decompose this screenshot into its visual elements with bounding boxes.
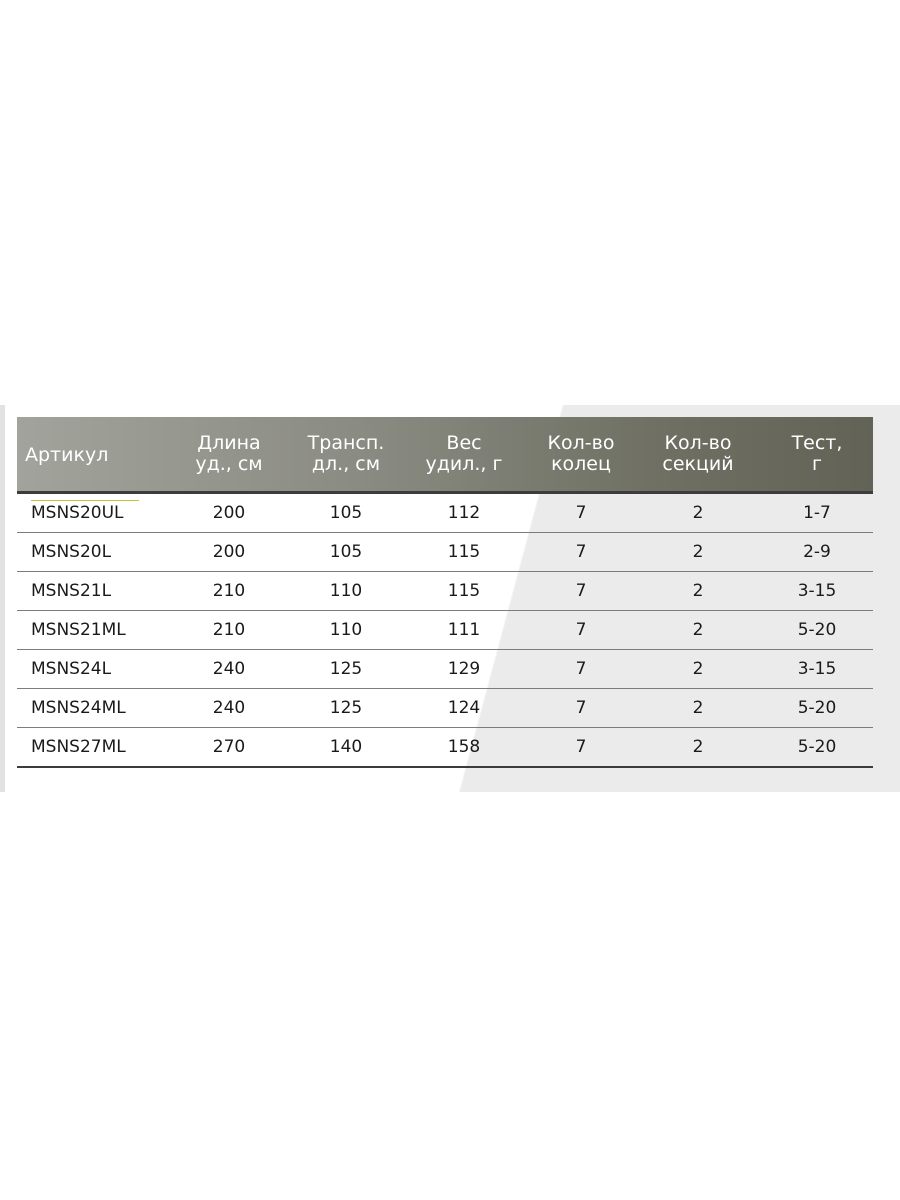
cell-casting-test: 1-7	[761, 493, 873, 533]
header-section-count-line1: Кол-во	[664, 432, 732, 454]
header-rod-weight-line2: удил., г	[425, 453, 503, 475]
spec-table	[17, 417, 873, 768]
header-casting-test-line2: г	[812, 453, 822, 475]
cell-rod-length: 240	[167, 650, 291, 689]
cell-rod-length: 210	[167, 611, 291, 650]
cell-section-count: 2	[635, 728, 761, 768]
table-row	[17, 650, 873, 689]
spec-panel	[0, 405, 900, 792]
cell-ring-count: 7	[527, 611, 635, 650]
header-rod-weight-line1: Вес	[446, 432, 482, 454]
header-ring-count	[527, 417, 635, 493]
table-row	[17, 572, 873, 611]
cell-transport-length: 125	[291, 689, 401, 728]
cell-transport-length: 105	[291, 493, 401, 533]
cell-transport-length: 105	[291, 533, 401, 572]
cell-rod-weight: 115	[401, 533, 527, 572]
cell-article: MSNS24L	[17, 650, 167, 689]
cell-rod-weight: 111	[401, 611, 527, 650]
cell-section-count: 2	[635, 572, 761, 611]
cell-rod-weight: 124	[401, 689, 527, 728]
header-transport-length-line1: Трансп.	[307, 432, 385, 454]
header-casting-test-line1: Тест,	[791, 432, 843, 454]
header-transport-length	[291, 417, 401, 493]
header-section-count-line2: секций	[662, 453, 734, 475]
cell-rod-weight: 129	[401, 650, 527, 689]
table-row	[17, 689, 873, 728]
cell-section-count: 2	[635, 689, 761, 728]
cell-casting-test: 2-9	[761, 533, 873, 572]
cell-article: MSNS24ML	[17, 689, 167, 728]
header-rod-length	[167, 417, 291, 493]
cell-casting-test: 3-15	[761, 650, 873, 689]
cell-article	[17, 493, 167, 533]
cell-casting-test: 3-15	[761, 572, 873, 611]
cell-section-count: 2	[635, 650, 761, 689]
cell-section-count: 2	[635, 493, 761, 533]
cell-rod-length: 240	[167, 689, 291, 728]
cell-transport-length: 110	[291, 572, 401, 611]
cell-ring-count: 7	[527, 689, 635, 728]
header-article-label: Артикул	[25, 443, 109, 466]
cell-rod-weight: 115	[401, 572, 527, 611]
header-rod-length-line1: Длина	[197, 432, 261, 454]
cell-rod-length: 200	[167, 493, 291, 533]
cell-section-count: 2	[635, 533, 761, 572]
accent-underline	[31, 500, 139, 501]
table-row	[17, 493, 873, 533]
cell-rod-length: 200	[167, 533, 291, 572]
header-article	[17, 417, 167, 493]
cell-casting-test: 5-20	[761, 728, 873, 768]
cell-article: MSNS20L	[17, 533, 167, 572]
table-row	[17, 611, 873, 650]
cell-transport-length: 110	[291, 611, 401, 650]
header-ring-count-line2: колец	[551, 453, 611, 475]
cell-rod-weight: 158	[401, 728, 527, 768]
header-rod-length-line2: уд., см	[195, 453, 263, 475]
cell-rod-length: 210	[167, 572, 291, 611]
cell-casting-test: 5-20	[761, 611, 873, 650]
header-ring-count-line1: Кол-во	[547, 432, 615, 454]
cell-article: MSNS27ML	[17, 728, 167, 768]
header-casting-test	[761, 417, 873, 493]
cell-ring-count: 7	[527, 728, 635, 768]
cell-casting-test: 5-20	[761, 689, 873, 728]
header-transport-length-line2: дл., см	[311, 453, 381, 475]
cell-ring-count: 7	[527, 650, 635, 689]
panel-left-edge	[0, 405, 5, 792]
cell-transport-length: 140	[291, 728, 401, 768]
cell-ring-count: 7	[527, 493, 635, 533]
cell-article-text: MSNS20UL	[31, 503, 124, 523]
cell-article: MSNS21L	[17, 572, 167, 611]
table-header-row	[17, 417, 873, 493]
cell-rod-length: 270	[167, 728, 291, 768]
cell-ring-count: 7	[527, 572, 635, 611]
table-row	[17, 533, 873, 572]
cell-section-count: 2	[635, 611, 761, 650]
header-section-count	[635, 417, 761, 493]
cell-ring-count: 7	[527, 533, 635, 572]
cell-article: MSNS21ML	[17, 611, 167, 650]
cell-transport-length: 125	[291, 650, 401, 689]
table-row	[17, 728, 873, 768]
header-rod-weight	[401, 417, 527, 493]
cell-rod-weight: 112	[401, 493, 527, 533]
